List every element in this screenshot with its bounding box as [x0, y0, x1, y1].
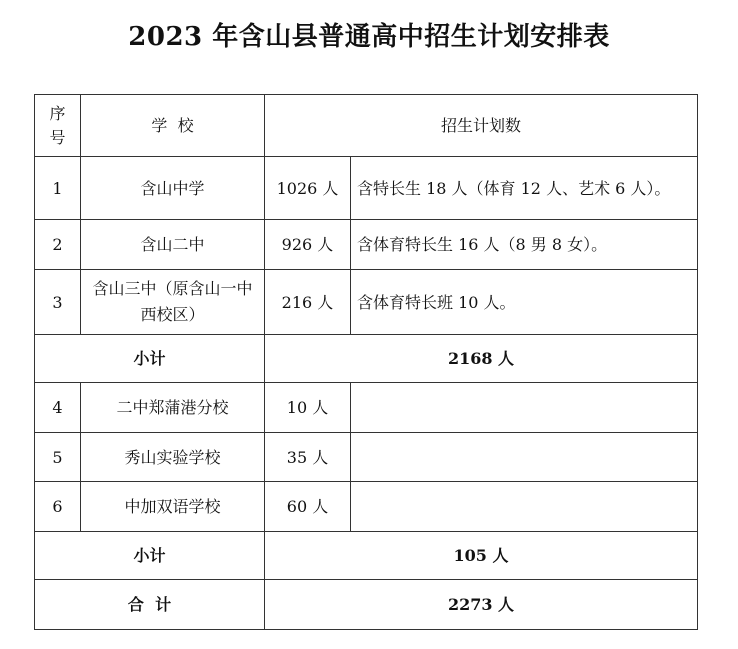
row-note [351, 433, 698, 482]
row-note [351, 383, 698, 433]
row-seq: 1 [35, 157, 81, 220]
row-school: 含山三中（原含山一中西校区） [81, 270, 265, 335]
row-count: 1026 人 [265, 157, 351, 220]
row-school: 含山二中 [81, 220, 265, 270]
row-school: 含山中学 [81, 157, 265, 220]
total-value: 2273 人 [265, 580, 698, 630]
row-count: 35 人 [265, 433, 351, 482]
subtotal-label: 小计 [35, 532, 265, 580]
subtotal-value: 105 人 [265, 532, 698, 580]
row-seq: 6 [35, 482, 81, 532]
table-row [35, 270, 698, 335]
table-row [35, 482, 698, 532]
header-seq-line1: 序 [49, 103, 66, 123]
row-count: 10 人 [265, 383, 351, 433]
subtotal-label: 小计 [35, 335, 265, 383]
table-row [35, 433, 698, 482]
row-count: 926 人 [265, 220, 351, 270]
total-label: 合 计 [35, 580, 265, 630]
row-note: 含体育特长班 10 人。 [351, 270, 698, 335]
row-note [351, 482, 698, 532]
row-school: 二中郑蒲港分校 [81, 383, 265, 433]
table-row [35, 383, 698, 433]
enrollment-plan-table [34, 94, 698, 630]
page-title: 2023 年含山县普通高中招生计划安排表 [128, 22, 610, 52]
row-count: 216 人 [265, 270, 351, 335]
row-note: 含体育特长生 16 人（8 男 8 女）。 [351, 220, 698, 270]
header-seq-line2: 号 [49, 127, 66, 147]
row-seq: 4 [35, 383, 81, 433]
table-header-row [35, 95, 698, 157]
row-seq: 5 [35, 433, 81, 482]
table-row [35, 220, 698, 270]
header-school: 学 校 [81, 95, 265, 157]
subtotal-value: 2168 人 [265, 335, 698, 383]
row-seq: 3 [35, 270, 81, 335]
subtotal-row [35, 335, 698, 383]
row-seq: 2 [35, 220, 81, 270]
header-plan: 招生计划数 [265, 95, 698, 157]
total-row [35, 580, 698, 630]
row-school: 中加双语学校 [81, 482, 265, 532]
row-note: 含特长生 18 人（体育 12 人、艺术 6 人）。 [351, 157, 698, 220]
header-seq-cell [35, 95, 81, 157]
table-row [35, 157, 698, 220]
subtotal-row [35, 532, 698, 580]
row-count: 60 人 [265, 482, 351, 532]
row-school: 秀山实验学校 [81, 433, 265, 482]
